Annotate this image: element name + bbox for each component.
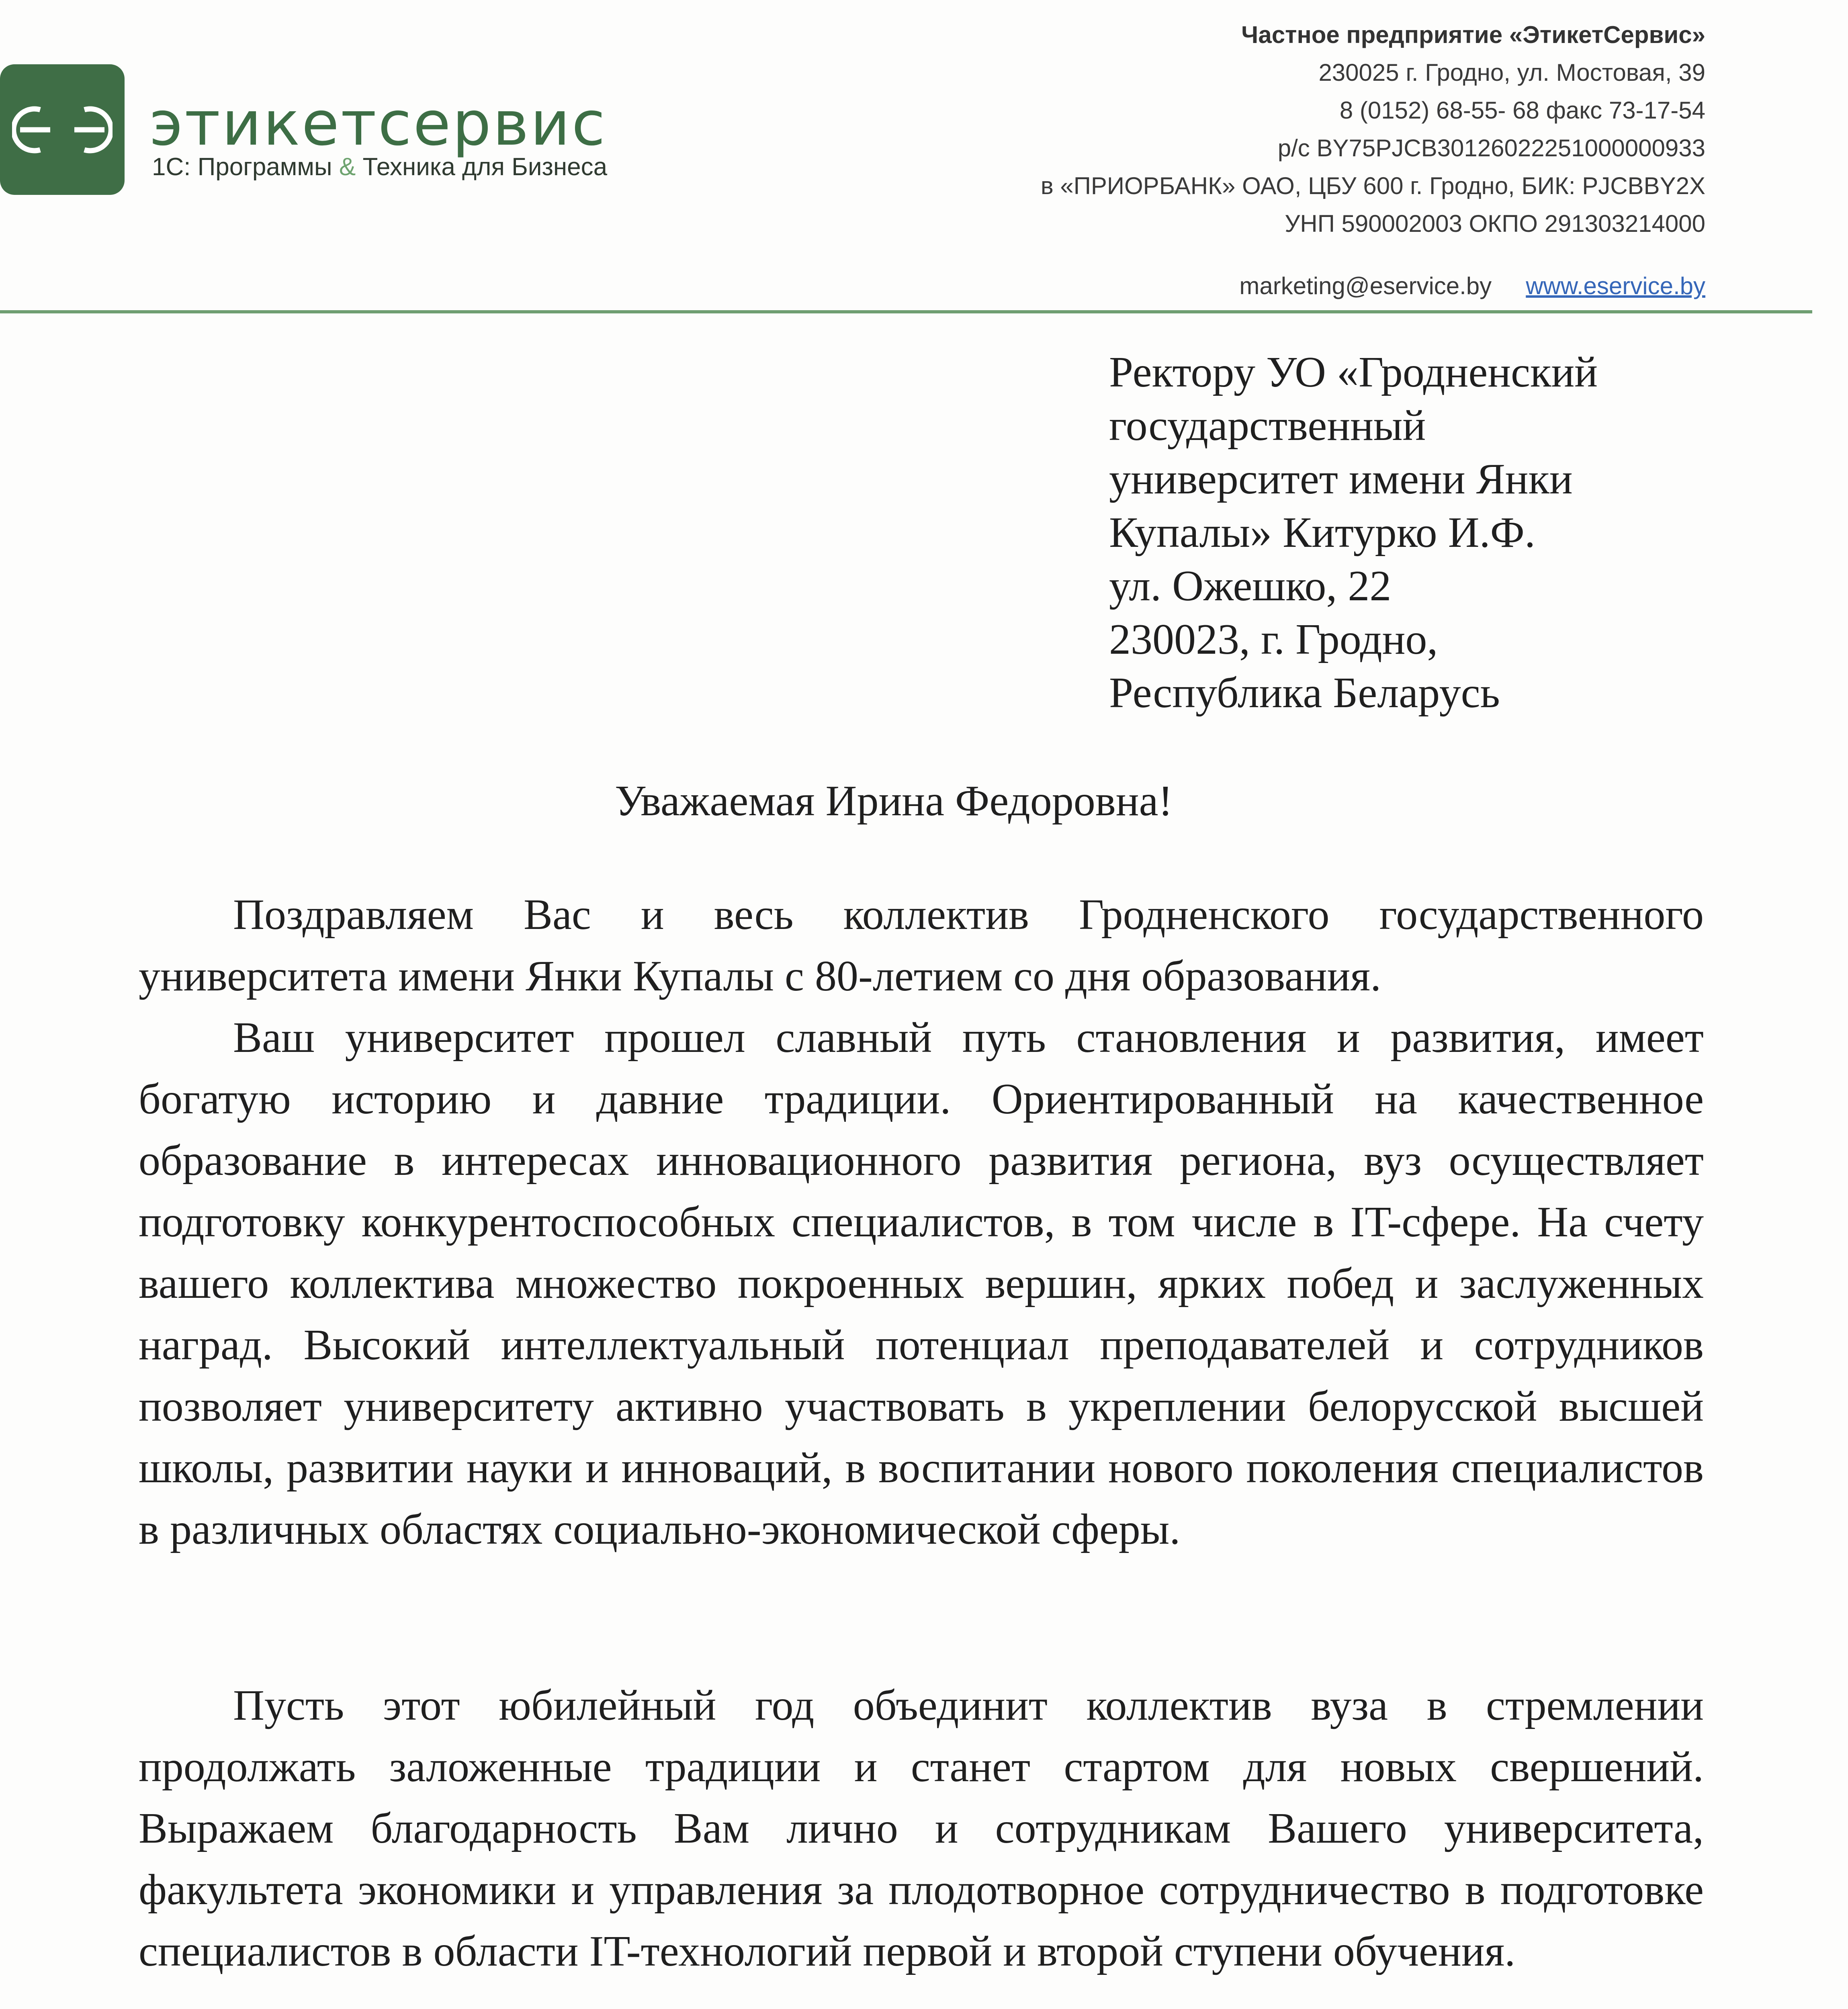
salutation: Уважаемая Ирина Федоровна! xyxy=(615,777,1173,825)
letterhead-divider xyxy=(0,310,1812,313)
company-name: Частное предприятие «ЭтикетСервис» xyxy=(1241,21,1705,48)
recipient-block xyxy=(1109,346,1598,720)
website-link[interactable]: www.eservice.by xyxy=(1526,272,1705,299)
paragraph-text: Пусть этот юбилейный год объединит коллектив вуза в стремлении продолжать заложенные традиции и станет стартом для новых свершений. Выражаем благодарность Вам лично и сотрудникам Вашего университета, факультета экономики и управления за плодотворное сотрудничество в подготовке специалистов в области IT-технологий первой и второй ступени обучения. xyxy=(139,1682,1704,1975)
company-bank: в «ПРИОРБАНК» ОАО, ЦБУ 600 г. Гродно, БИК: PJCBBY2X xyxy=(1040,172,1705,199)
recipient-line: Республика Беларусь xyxy=(1109,669,1500,717)
recipient-line: государственный xyxy=(1109,402,1426,450)
email-link[interactable]: marketing@eservice.by xyxy=(1239,272,1492,299)
recipient-line: 230023, г. Гродно, xyxy=(1109,616,1438,663)
es-monogram-icon xyxy=(12,100,113,160)
body-paragraph-1 xyxy=(139,884,1704,1007)
paragraph-text: Ваш университет прошел славный путь становления и развития, имеет богатую историю и давние традиции. Ориентированный на качественное образование в интересах инновационного развития региона, вуз осуществляет подготовку конкурентоспособных специалистов, в том числе в IT-сфере. На счету вашего коллектива множество покроенных вершин, ярких побед и заслуженных наград. Высокий интеллектуальный потенциал преподавателей и сотрудников позволяет университету активно участвовать в укреплении белорусской высшей школы, развитии науки и инноваций, в воспитании нового поколения специалистов в различных областях социально-экономической сферы. xyxy=(139,1014,1704,1553)
company-phone: 8 (0152) 68-55- 68 факс 73-17-54 xyxy=(1339,97,1705,124)
body-paragraph-3 xyxy=(139,1675,1704,1982)
recipient-line: Купалы» Китурко И.Ф. xyxy=(1109,509,1535,556)
tagline-ampersand: & xyxy=(339,153,356,181)
recipient-line: Ректору УО «Гродненский xyxy=(1109,348,1598,396)
recipient-line: университет имени Янки xyxy=(1109,455,1573,503)
paragraph-text: Поздравляем Вас и весь коллектив Гродненского государственного университета имени Янки Купалы с 80-летием со дня образования. xyxy=(139,891,1704,1000)
company-details xyxy=(741,16,1705,243)
brand-name: этикетсервис xyxy=(149,88,607,159)
company-address: 230025 г. Гродно, ул. Мостовая, 39 xyxy=(1318,59,1705,86)
recipient-line: ул. Ожешко, 22 xyxy=(1109,562,1392,610)
tagline-part2: Техника для Бизнеса xyxy=(356,153,608,181)
company-tax-ids: УНП 590002003 ОКПО 291303214000 xyxy=(1285,210,1705,237)
company-logo xyxy=(0,64,125,195)
tagline-part1: 1С: Программы xyxy=(152,153,339,181)
company-account: р/с BY75PJCB30126022251000000933 xyxy=(1277,135,1705,162)
body-paragraph-2 xyxy=(139,1007,1704,1560)
company-contacts xyxy=(1239,274,1705,298)
brand-tagline xyxy=(152,155,607,180)
